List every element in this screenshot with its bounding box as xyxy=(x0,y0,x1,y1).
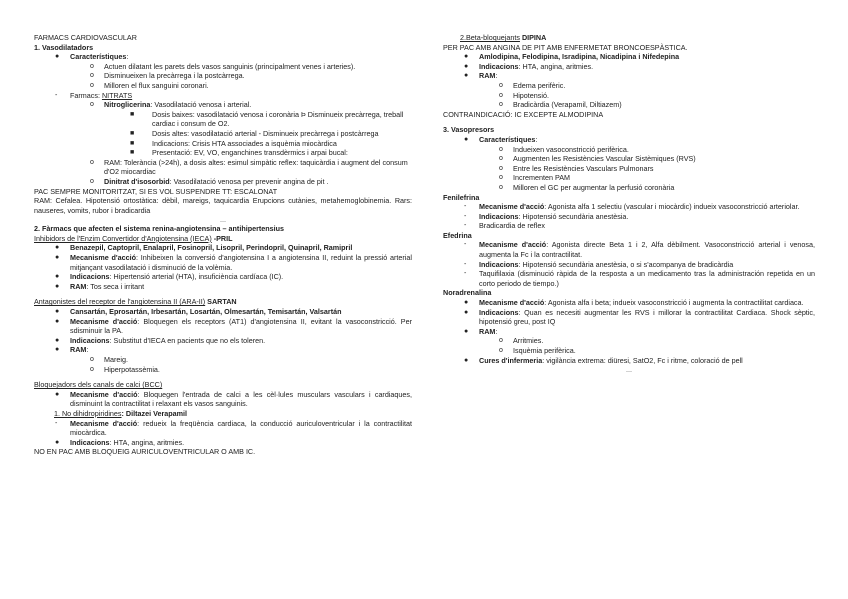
list-item: - Farmacs: NITRATS xyxy=(55,90,133,100)
left-column xyxy=(34,33,412,457)
list-item: ● Benazepil, Captopril, Enalapril, Fosinopril, Lisopril, Perindopril, Quinapril, Ramipril xyxy=(55,243,353,253)
list-item: ■ Dosis altes: vasodilatació arterial - Disminueix precàrrega i postcàrrega xyxy=(130,128,379,138)
beta-per-note: PER PAC AMB ANGINA DE PIT AMB ENFERMETAT BRONCOESPÀSTICA. xyxy=(443,42,688,52)
list-item: o Arritmies. xyxy=(499,336,544,346)
list-item: ● Cures d'infermeria: vigilància extrema: diüresi, SatO2, Fc i ritme, coloració de pell xyxy=(464,355,743,365)
ieca-subheading: Inhibidors de l'Enzim Convertidor d'Angiotensina (IECA) -PRIL xyxy=(34,233,233,243)
bcc-subheading: Bloquejadors dels canals de calci (BCC) xyxy=(34,380,163,390)
list-item: - Mecanisme d'acció: Agonista directe Beta 1 i 2, Alfa dèbilment. Vasoconstricció arterial i venosa, augmenta la Fc i la contractilitat. xyxy=(464,240,815,260)
list-item: ● Característiques: xyxy=(464,134,538,144)
list-item: o Edema perifèric. xyxy=(499,80,566,90)
list-item: o Indueixen vasoconstricció perifèrica. xyxy=(499,144,629,154)
list-item: ● Indicacions: Hipertensió arterial (HTA), insuficiència cardíaca (IC). xyxy=(55,272,284,282)
list-item: ■ Indicacions: Crisis HTA associades a isquèmia miocàrdica xyxy=(130,138,337,148)
section-vasodilatadors-heading: 1. Vasodilatadors xyxy=(34,42,94,52)
ara-subheading: Antagonistes del receptor de l'angiotensina II (ARA-II) SARTAN xyxy=(34,297,237,307)
list-item: - Mecanisme d'acció: redueix la freqüència cardiaca, la conducció auriculoventricular i la contractilitat miocàrdica. xyxy=(55,418,413,438)
list-item: o Milloren el GC per augmentar la perfusió coronària xyxy=(499,182,675,192)
pac-note: PAC SEMPRE MONITORITZAT, SI ES VOL SUSPENDRE TT: ESCALONAT xyxy=(34,186,278,196)
list-item: - Indicacions: Hipotensió secundària anestèsia. xyxy=(464,211,629,221)
no-dihidropiridines-subheading: 1. No dihidropiridines: Diltazei Verapamil xyxy=(54,408,188,418)
section-renina-heading: 2. Fàrmacs que afecten el sistema renina-angiotensina – antihipertensius xyxy=(34,224,285,234)
list-item: o RAM: Tolerància (>24h), a dosis altes: esimul simpàtic reflex: taquicàrdia i augment del consum d'O2 miocardiac xyxy=(90,157,408,177)
doc-title: FARMACS CARDIOVASCULAR xyxy=(34,33,137,42)
list-item: o Augmenten les Resistències Vascular Sistèmiques (RVS) xyxy=(499,154,696,164)
nitrats-link[interactable]: NITRATS xyxy=(101,90,133,100)
list-item: o Actuen dilatant les parets dels vasos sanguinis (principalment venes i arteries). xyxy=(90,61,356,71)
ram-note: RAM: Cefalea. Hipotensió ortostàtica: dèbil, mareigs, taquicardia Erupcions cutànies, metahemoglobinemia. Rars: nauseres, vomits, rubor i bradicardia xyxy=(34,196,412,215)
list-item: ● Mecanisme d'acció: Inhibeixen la conversió d'angiotensina I a angiotensina II, reduint la pressió arterial mitjançant vasodilatació i disminució de la volèmia. xyxy=(55,253,412,272)
ellipsis: ... xyxy=(626,365,632,375)
list-item: ■ Dosis baixes: vasodilatació venosa i coronària Þ Disminueix precàrrega, treball cardiac i consum de O2. xyxy=(130,109,404,129)
list-item: ● Indicacions: HTA, angina, aritmies. xyxy=(55,437,185,447)
list-item: o Milloren el flux sanguini coronari. xyxy=(90,80,209,90)
section-vasopresors-heading: 3. Vasopresors xyxy=(443,125,495,135)
list-item: ● Amlodipina, Felodipina, Isradipina, Nicadipina i Nifedepina xyxy=(464,52,680,62)
list-item: o Nitroglicerina: Vasodilatació venosa i arterial. xyxy=(90,100,252,110)
list-item: o Bradicàrdia (Verapamil, Diltiazem) xyxy=(499,100,622,110)
list-item: - Mecanisme d'acció: Agonista alfa 1 selectiu (vascular i miocàrdic) indueix vasoconstricció arteriolar. xyxy=(464,202,800,212)
list-item: ● Mecanisme d'acció: Bloquegen els receptors (AT1) d'angiotensina II, evitant la vasoconstricció. Per sdisminuir la PA. xyxy=(55,316,412,336)
list-item: o Disminueixen la precàrrega i la postcàrrega. xyxy=(90,71,245,81)
list-item: o Mareig. xyxy=(90,355,128,364)
fenilefrina-heading: Fenilefrina xyxy=(443,192,480,202)
list-item: ● Indicacions: Substitut d'IECA en pacients que no els toleren. xyxy=(55,335,266,345)
list-item: ● Cansartán, Eprosartán, Irbesartán, Losartán, Olmesartán, Temisartán, Valsartán xyxy=(55,307,342,317)
list-item: o Incrementen PAM xyxy=(499,173,570,183)
list-item: ■ Presentació: EV, VO, enganchines transdèrmics i arpai bucal: xyxy=(130,148,348,158)
list-item: ● RAM: xyxy=(464,71,498,81)
list-item: ● Indicacions: HTA, angina, aritmies. xyxy=(464,61,594,71)
list-item: o Hipotensió. xyxy=(499,90,549,100)
list-item: - Indicacions: Hipotensió secundària anestèsia, o si s'acompanya de bradicàrdia xyxy=(464,259,734,269)
beta-contraindication: CONTRAINDICACIÓ: IC EXCEPTE ALMODIPINA xyxy=(443,109,604,119)
bcc-warning: NO EN PAC AMB BLOQUEIG AURICULOVENTRICULAR O AMB IC. xyxy=(34,447,256,457)
list-item: ● Mecanisme d'acció: Agonista alfa i beta; indueix vasoconstricció i augmenta la contractilitat cardiaca. xyxy=(464,298,804,308)
noradrenalina-heading: Noradrenalina xyxy=(443,288,492,298)
list-item: - Taquifilaxia (disminució ràpida de la resposta a un medicamento tras la administración repetida en un corto periodo de tiempo.) xyxy=(464,269,815,288)
list-item: o Isquèmia perifèrica. xyxy=(499,346,576,355)
list-item: - Bradicardia de reflex xyxy=(464,221,545,231)
list-item: ● Mecanisme d'acció: Bloquegen l'entrada de calci a les cèl·lules musculars vasculars i cardiaques, disminuint la contractilitat i relaxant els vasos sanguinis. xyxy=(55,389,413,409)
list-item: o Entre les Resistències Vasculars Pulmonars xyxy=(499,163,654,173)
list-item: o Hiperpotassèmia. xyxy=(90,364,160,374)
ellipsis: ... xyxy=(220,215,226,225)
right-column xyxy=(443,33,815,374)
beta-subheading: 2.Beta-bloquejants DIPINA xyxy=(460,33,547,42)
efedrina-heading: Efedrina xyxy=(443,230,472,240)
list-item: ● Característiques: xyxy=(55,52,129,62)
list-item: ● RAM: xyxy=(464,326,498,336)
list-item: o Dinitrat d'isosorbid: Vasodilatació venosa per prevenir angina de pit . xyxy=(90,176,329,186)
list-item: ● RAM: xyxy=(55,345,89,355)
list-item: ● RAM: Tos seca i irritant xyxy=(55,281,145,291)
list-item: ● Indicacions: Quan es necesiti augmentar les RVS i millorar la contractilitat Cardiaca. Shock sèptic, hipotensió greu, post IQ xyxy=(464,307,815,327)
